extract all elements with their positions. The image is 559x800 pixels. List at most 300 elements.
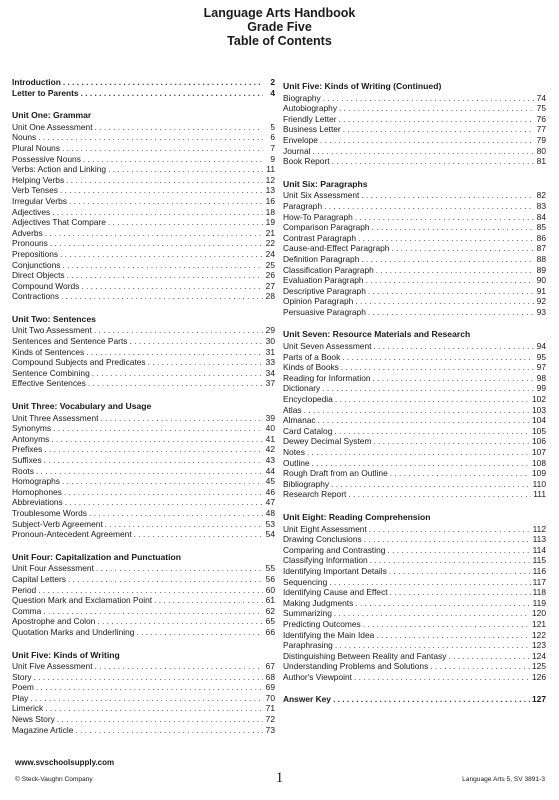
- toc-entry-page: 53: [265, 518, 275, 529]
- toc-entry: [283, 124, 546, 135]
- website-url: www.svschoolsupply.com: [15, 758, 115, 767]
- copyright-notice: © Steck-Vaughn Company: [15, 776, 93, 783]
- toc-entry-label: Rough Draft from an Outline: [283, 468, 388, 479]
- toc-entry-label: Unit Two Assessment: [12, 325, 92, 336]
- toc-entry: [12, 154, 275, 165]
- toc-entry-page: 73: [265, 724, 275, 735]
- toc-entry: [283, 362, 546, 373]
- product-code: Language Arts 5, SV 3891-3: [462, 776, 545, 783]
- toc-entry: [283, 447, 546, 458]
- toc-section: [283, 329, 546, 500]
- dot-leader: [57, 714, 263, 725]
- toc-entry-page: 125: [532, 661, 546, 672]
- toc-entry-label: Capital Letters: [12, 573, 66, 584]
- toc-entry-label: Unit Five Assessment: [12, 661, 93, 672]
- dot-leader: [333, 694, 530, 705]
- dot-leader: [331, 479, 531, 490]
- dot-leader: [134, 529, 263, 540]
- toc-entry-page: 109: [532, 468, 546, 479]
- toc-entry-page: 117: [532, 576, 546, 587]
- toc-entry-page: 70: [265, 692, 275, 703]
- toc-entry: [283, 156, 546, 167]
- toc-entry: [283, 394, 546, 405]
- toc-entry-label: Unit Three Assessment: [12, 412, 99, 423]
- toc-entry-page: 60: [265, 584, 275, 595]
- dot-leader: [64, 487, 263, 498]
- dot-leader: [368, 307, 534, 318]
- toc-entry-page: 4: [270, 87, 275, 98]
- toc-entry: [283, 352, 546, 363]
- toc-entry-label: Contrast Paragraph: [283, 232, 357, 243]
- dot-leader: [324, 201, 534, 212]
- toc-entry-page: 5: [270, 121, 275, 132]
- toc-entry-label: Notes: [283, 447, 305, 457]
- dot-leader: [62, 476, 263, 487]
- toc-entry: [12, 714, 275, 725]
- toc-entry-page: 43: [265, 455, 275, 465]
- toc-entry-label: Encyclopedia: [283, 394, 333, 405]
- toc-entry: [283, 619, 546, 630]
- dot-leader: [348, 489, 531, 500]
- section-title: Unit Three: Vocabulary and Usage: [12, 401, 152, 412]
- toc-entry-label: Compound Words: [12, 280, 80, 291]
- toc-entry: [12, 228, 275, 239]
- toc-entry-label: Direct Objects: [12, 270, 65, 281]
- toc-section: [12, 650, 275, 736]
- toc-entry-label: Roots: [12, 465, 34, 476]
- toc-entry-page: 9: [270, 153, 275, 164]
- toc-entry-page: 61: [265, 595, 275, 606]
- toc-entry-page: 122: [532, 629, 546, 640]
- toc-entry: [283, 672, 546, 683]
- toc-entry-page: 113: [532, 534, 546, 545]
- toc-entry-label: Predicting Outcomes: [283, 618, 361, 629]
- dot-leader: [108, 164, 263, 175]
- toc-entry-label: Abbreviations: [12, 497, 63, 508]
- toc-entry-page: 104: [532, 415, 546, 426]
- toc-entry-label: Subject-Verb Agreement: [12, 518, 103, 529]
- section-title: Unit One: Grammar: [12, 110, 92, 121]
- dot-leader: [373, 341, 534, 352]
- toc-entry: [12, 143, 275, 154]
- dot-leader: [334, 426, 530, 437]
- toc-entry-page: 105: [532, 425, 546, 436]
- toc-entry: [283, 555, 546, 566]
- dot-leader: [67, 270, 263, 281]
- toc-entry: [12, 122, 275, 133]
- dot-leader: [363, 619, 530, 630]
- toc-entry-label: Bibliography: [283, 478, 330, 489]
- toc-entry-label: Identifying Cause and Effect: [283, 587, 388, 598]
- toc-entry-page: 124: [532, 650, 546, 661]
- toc-entry: [12, 185, 275, 196]
- toc-entry-label: Descriptive Paragraph: [283, 285, 366, 296]
- toc-section: [283, 512, 546, 683]
- dot-leader: [341, 362, 534, 373]
- toc-entry: [12, 487, 275, 498]
- toc-entry-label: Conjunctions: [12, 259, 61, 270]
- dot-leader: [339, 103, 534, 114]
- toc-entry-label: Plural Nouns: [12, 142, 60, 153]
- toc-entry-page: 31: [265, 346, 275, 357]
- dot-leader: [372, 222, 534, 233]
- dot-leader: [390, 587, 531, 598]
- toc-entry-label: Classifying Information: [283, 555, 368, 566]
- dot-leader: [329, 577, 530, 588]
- toc-entry-label: Verbs: Action and Linking: [12, 164, 107, 175]
- toc-entry-page: 65: [265, 616, 275, 627]
- toc-entry-page: 40: [265, 423, 275, 434]
- toc-entry: [12, 368, 275, 379]
- dot-leader: [387, 545, 530, 556]
- toc-entry-page: 54: [265, 529, 275, 540]
- toc-entry: [283, 608, 546, 619]
- dot-leader: [376, 630, 530, 641]
- toc-entry-label: Atlas: [283, 404, 302, 415]
- toc-entry: [12, 207, 275, 218]
- dot-leader: [100, 413, 263, 424]
- toc-entry-label: Possessive Nouns: [12, 153, 81, 164]
- section-title: Unit Six: Paragraphs: [283, 178, 368, 189]
- toc-entry: [12, 325, 275, 336]
- toc-entry-label: Kinds of Sentences: [12, 346, 85, 357]
- toc-entry-label: Play: [12, 692, 29, 703]
- toc-entry: [12, 497, 275, 508]
- toc-entry-page: 45: [265, 476, 275, 487]
- dot-leader: [366, 275, 534, 286]
- toc-entry: [283, 296, 546, 307]
- dot-leader: [364, 534, 531, 545]
- toc-entry-page: 67: [265, 661, 275, 672]
- toc-entry-label: Quotation Marks and Underlining: [12, 626, 135, 637]
- toc-entry-page: 47: [265, 497, 275, 508]
- toc-entry-label: Period: [12, 584, 37, 595]
- toc-entry-label: Distinguishing Between Reality and Fantasy: [283, 650, 447, 661]
- section-title: Unit Four: Capitalization and Punctuation: [12, 551, 182, 562]
- toc-entry-page: 42: [265, 444, 275, 455]
- toc-entry-label: Homographs: [12, 476, 60, 487]
- toc-entry-label: Journal: [283, 145, 311, 156]
- toc-entry: [12, 616, 275, 627]
- toc-entry-page: 29: [265, 325, 275, 336]
- dot-leader: [320, 135, 534, 146]
- toc-entry-page: 123: [532, 640, 546, 651]
- toc-entry-label: Letter to Parents: [12, 87, 79, 98]
- dot-leader: [96, 563, 263, 574]
- toc-entry-label: Unit Seven Assessment: [283, 341, 372, 352]
- dot-leader: [369, 524, 531, 535]
- toc-entry: [283, 545, 546, 556]
- dot-leader: [45, 703, 263, 714]
- toc-entry-page: 115: [532, 555, 546, 566]
- toc-entry: [12, 444, 275, 455]
- toc-entry-page: 118: [532, 587, 546, 598]
- dot-leader: [51, 434, 263, 445]
- toc-entry-page: 18: [265, 206, 275, 217]
- toc-entry-page: 88: [536, 253, 546, 264]
- dot-leader: [75, 725, 263, 736]
- dot-leader: [430, 661, 530, 672]
- toc-entry-label: Troublesome Words: [12, 507, 87, 518]
- toc-entry: [12, 476, 275, 487]
- toc-entry-label: Suffixes: [12, 455, 42, 465]
- toc-entry-page: 111: [533, 489, 546, 500]
- dot-leader: [354, 672, 530, 683]
- toc-entry-page: 21: [265, 227, 275, 238]
- dot-leader: [370, 555, 531, 566]
- toc-entry: [283, 307, 546, 318]
- toc-entry-page: 11: [266, 164, 275, 175]
- intro-section: [12, 77, 275, 98]
- toc-entry: [283, 243, 546, 254]
- toc-section: [12, 314, 275, 389]
- dot-leader: [391, 243, 534, 254]
- toc-entry-label: Comma: [12, 605, 42, 616]
- toc-entry: [12, 423, 275, 434]
- dot-leader: [66, 175, 263, 186]
- dot-leader: [45, 228, 263, 239]
- toc-entry-label: Antonyms: [12, 433, 50, 444]
- dot-leader: [65, 497, 263, 508]
- dot-leader: [63, 77, 263, 88]
- toc-entry-page: 86: [536, 232, 546, 243]
- dot-leader: [43, 606, 263, 617]
- dot-leader: [92, 368, 263, 379]
- toc-right-column: [283, 81, 546, 717]
- toc-entry-label: Unit Four Assessment: [12, 563, 94, 574]
- toc-entry-label: Synonyms: [12, 423, 52, 434]
- toc-entry: [12, 132, 275, 143]
- toc-entry: [283, 415, 546, 426]
- toc-entry-page: 27: [265, 280, 275, 291]
- dot-leader: [312, 458, 530, 469]
- dot-leader: [61, 291, 263, 302]
- toc-entry-label: Adverbs: [12, 227, 43, 238]
- dot-leader: [30, 693, 263, 704]
- toc-entry-label: Magazine Article: [12, 724, 74, 735]
- toc-entry: [283, 254, 546, 265]
- toc-entry: [283, 373, 546, 384]
- dot-leader: [86, 347, 263, 358]
- dot-leader: [318, 415, 530, 426]
- toc-entry: [283, 566, 546, 577]
- toc-entry-page: 22: [265, 238, 275, 249]
- toc-entry: [283, 201, 546, 212]
- toc-entry-page: 46: [265, 486, 275, 497]
- toc-entry-page: 90: [536, 275, 546, 286]
- toc-entry-label: Friendly Letter: [283, 113, 337, 124]
- toc-entry-label: Answer Key: [283, 694, 331, 705]
- toc-entry: [283, 458, 546, 469]
- toc-entry: [283, 587, 546, 598]
- toc-entry-label: Classification Paragraph: [283, 264, 374, 275]
- dot-leader: [368, 286, 534, 297]
- toc-section: [12, 110, 275, 302]
- toc-entry-label: Understanding Problems and Solutions: [283, 661, 429, 672]
- toc-entry-label: Irregular Verbs: [12, 195, 67, 206]
- section-title: Unit Seven: Resource Materials and Research: [283, 329, 471, 340]
- toc-entry-page: 77: [536, 124, 546, 135]
- toc-entry: [12, 455, 275, 466]
- toc-entry-page: 114: [532, 544, 546, 555]
- toc-entry-page: 95: [536, 351, 546, 362]
- toc-entry-label: Question Mark and Exclamation Point: [12, 595, 153, 606]
- dot-leader: [36, 466, 263, 477]
- answer-key-section: [283, 694, 546, 705]
- toc-entry-label: Definition Paragraph: [283, 253, 360, 264]
- dot-leader: [89, 508, 263, 519]
- dot-leader: [44, 455, 263, 466]
- toc-entry-page: 37: [265, 378, 275, 389]
- toc-entry-page: 41: [265, 433, 275, 444]
- dot-leader: [94, 325, 263, 336]
- toc-entry-label: Compound Subjects and Predicates: [12, 357, 146, 368]
- dot-leader: [373, 436, 530, 447]
- toc-entry-page: 121: [532, 618, 546, 629]
- toc-entry-page: 33: [265, 357, 275, 368]
- toc-entry: [12, 606, 275, 617]
- toc-entry-label: Almanac: [283, 415, 316, 426]
- toc-entry-label: Drawing Conclusions: [283, 534, 362, 545]
- dot-leader: [95, 122, 263, 133]
- toc-entry-page: 80: [536, 145, 546, 156]
- toc-entry: [283, 146, 546, 157]
- toc-entry-page: 12: [265, 174, 275, 185]
- toc-entry-label: Sequencing: [283, 576, 328, 587]
- toc-entry: [12, 413, 275, 424]
- toc-section: [12, 552, 275, 638]
- toc-entry: [12, 336, 275, 347]
- toc-entry-label: Research Report: [283, 489, 347, 500]
- toc-entry-page: 87: [536, 243, 546, 254]
- toc-entry-label: Dewey Decimal System: [283, 436, 372, 447]
- dot-leader: [358, 233, 534, 244]
- toc-entry: [283, 651, 546, 662]
- toc-entry: [283, 468, 546, 479]
- toc-section: [283, 179, 546, 318]
- toc-entry-page: 127: [532, 694, 546, 705]
- toc-entry-label: Kinds of Books: [283, 362, 339, 373]
- dot-leader: [148, 357, 263, 368]
- toc-entry-label: Identifying the Main Idea: [283, 629, 375, 640]
- toc-entry: [12, 281, 275, 292]
- toc-entry: [12, 627, 275, 638]
- toc-entry-page: 39: [265, 412, 275, 423]
- toc-entry-page: 83: [536, 200, 546, 211]
- toc-entry-page: 74: [536, 92, 546, 103]
- dot-leader: [355, 212, 534, 223]
- toc-entry: [12, 238, 275, 249]
- toc-entry-label: Adjectives: [12, 206, 51, 217]
- toc-entry: [12, 595, 275, 606]
- grade-label: Grade Five: [247, 20, 312, 34]
- toc-entry-page: 94: [536, 341, 546, 352]
- dot-leader: [50, 238, 263, 249]
- dot-leader: [38, 585, 263, 596]
- toc-entry: [12, 88, 275, 99]
- section-title: Unit Eight: Reading Comprehension: [283, 511, 431, 522]
- toc-entry: [283, 405, 546, 416]
- dot-leader: [69, 196, 263, 207]
- toc-entry-page: 112: [532, 523, 546, 534]
- toc-entry-label: Apostrophe and Colon: [12, 616, 96, 627]
- toc-entry-label: Sentences and Sentence Parts: [12, 336, 128, 347]
- toc-entry: [283, 383, 546, 394]
- toc-entry: [12, 519, 275, 530]
- toc-entry-label: Verb Tenses: [12, 185, 58, 196]
- toc-entry-page: 16: [265, 195, 275, 206]
- toc-entry-page: 93: [536, 306, 546, 317]
- dot-leader: [448, 651, 530, 662]
- toc-entry-label: Poem: [12, 682, 34, 693]
- dot-leader: [44, 444, 263, 455]
- toc-entry-label: Prepositions: [12, 248, 59, 259]
- dot-leader: [361, 190, 534, 201]
- toc-entry: [283, 212, 546, 223]
- toc-entry-page: 103: [532, 404, 546, 415]
- dot-leader: [62, 143, 263, 154]
- toc-entry-label: Envelope: [283, 134, 318, 145]
- dot-leader: [38, 132, 263, 143]
- toc-entry: [283, 93, 546, 104]
- toc-entry-page: 120: [532, 608, 546, 619]
- dot-leader: [355, 296, 534, 307]
- toc-entry-label: Business Letter: [283, 124, 341, 135]
- toc-entry-label: Unit Eight Assessment: [283, 523, 367, 534]
- toc-left-column: [12, 77, 275, 747]
- page-number: 1: [275, 770, 284, 786]
- dot-leader: [60, 185, 263, 196]
- toc-entry-label: Limerick: [12, 703, 44, 714]
- dot-leader: [355, 598, 530, 609]
- toc-entry-label: Outline: [283, 457, 310, 468]
- dot-leader: [335, 640, 530, 651]
- section-title: Unit Two: Sentences: [12, 313, 96, 324]
- toc-entry: [283, 265, 546, 276]
- document-header: [0, 6, 559, 48]
- toc-entry-label: Adjectives That Compare: [12, 217, 106, 228]
- toc-entry-label: How-To Paragraph: [283, 211, 353, 222]
- toc-entry-label: Making Judgments: [283, 597, 354, 608]
- toc-entry-label: Pronouns: [12, 238, 48, 249]
- toc-entry: [12, 434, 275, 445]
- toc-entry-page: 98: [536, 372, 546, 383]
- toc-entry: [283, 630, 546, 641]
- dot-leader: [389, 566, 531, 577]
- dot-leader: [95, 661, 263, 672]
- toc-entry: [283, 489, 546, 500]
- toc-entry: [283, 598, 546, 609]
- toc-section: [283, 81, 546, 167]
- dot-leader: [332, 156, 534, 167]
- toc-entry-page: 126: [532, 671, 546, 682]
- toc-entry-page: 66: [265, 626, 275, 637]
- toc-heading: Table of Contents: [227, 34, 332, 48]
- toc-entry-page: 56: [265, 573, 275, 584]
- toc-entry-page: 79: [536, 134, 546, 145]
- dot-leader: [52, 207, 263, 218]
- toc-entry: [12, 563, 275, 574]
- toc-entry-label: Comparing and Contrasting: [283, 544, 386, 555]
- toc-entry-label: Effective Sentences: [12, 378, 86, 389]
- toc-entry: [283, 222, 546, 233]
- toc-entry-page: 85: [536, 222, 546, 233]
- toc-entry-page: 75: [536, 103, 546, 114]
- toc-entry-page: 116: [532, 565, 546, 576]
- toc-entry-page: 81: [536, 156, 546, 167]
- dot-leader: [154, 595, 263, 606]
- toc-entry-page: 99: [536, 383, 546, 394]
